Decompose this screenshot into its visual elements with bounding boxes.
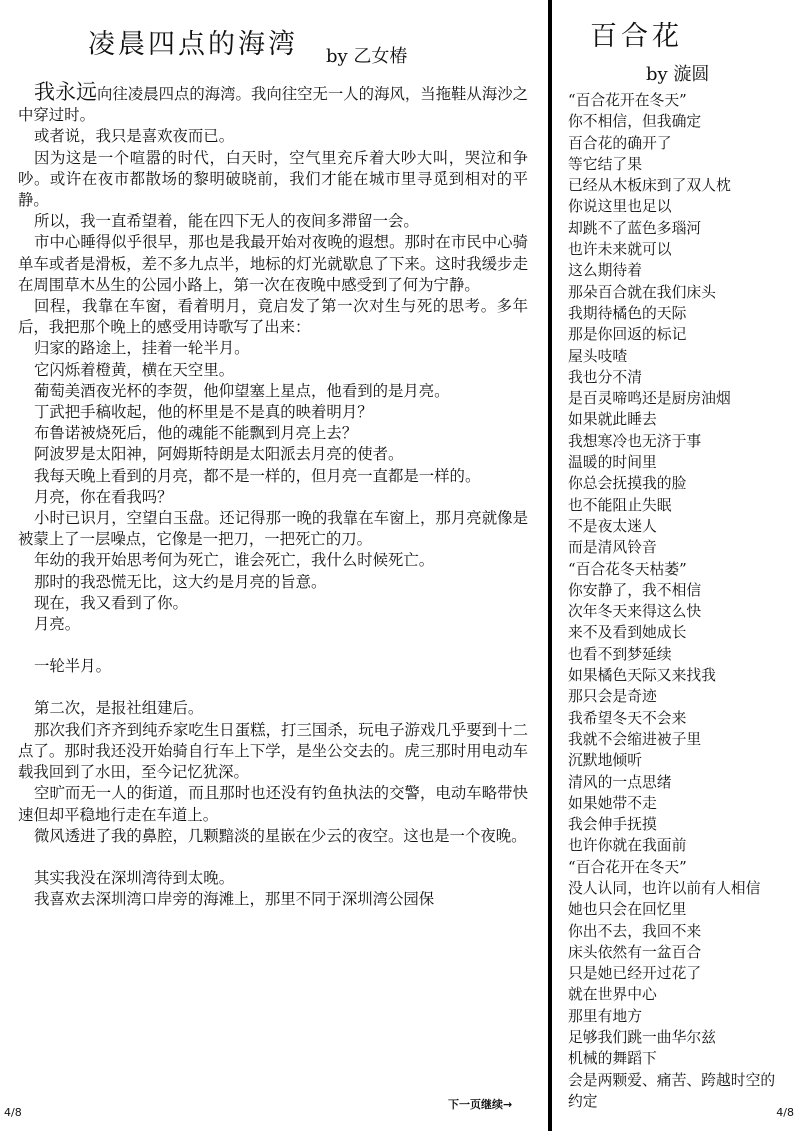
poem-line: 也看不到梦延续 <box>568 645 672 663</box>
poem-line: 没人认同，也许以前有人相信 <box>568 879 761 897</box>
poem-line: 床头依然有一盆百合 <box>568 943 702 961</box>
essay-title: 凌晨四点的海湾 <box>88 29 298 60</box>
column-divider <box>548 0 552 1131</box>
poem-line: 也许你就在我面前 <box>568 837 687 855</box>
poem-line: 那里有地方 <box>568 1007 642 1025</box>
poem-line: 我会伸手抚摸 <box>568 816 657 834</box>
essay-paragraph: 空旷而无一人的街道，而且那时也还没有钓鱼执法的交警，电动车略带快速但却平稳地行走在车道上。 <box>18 784 528 824</box>
essay-paragraph: 因为这是一个喧嚣的时代，白天时，空气里充斥着大吵大叫，哭泣和争吵。或许在夜市都散场的黎明破晓前，我们才能在城市里寻觅到相对的平静。 <box>18 148 528 210</box>
poem-line: 你总会抚摸我的脸 <box>568 475 687 493</box>
poem-line: 清风的一点思绪 <box>568 773 672 791</box>
poem-line: 你出不去，我回不来 <box>568 922 702 940</box>
poem-line: 你不相信，但我确定 <box>568 113 702 131</box>
essay-paragraph: 所以，我一直希望着，能在四下无人的夜间多滞留一会。 <box>34 212 419 231</box>
poem-line: 那朵百合就在我们床头 <box>568 283 716 301</box>
poem-line: 来不及看到她成长 <box>568 624 687 642</box>
poem-line: 我希望冬天不会来 <box>568 709 687 727</box>
poem-line: 沉默地倾听 <box>568 752 642 770</box>
poem-line: 百合花的确开了 <box>568 134 672 152</box>
poem-line: 如果她带不走 <box>568 794 657 812</box>
essay-paragraph: 月亮，你在看我吗？ <box>34 487 173 506</box>
essay-paragraph: 第二次，是报社组建后。 <box>34 699 204 718</box>
essay-paragraph: 我每天晚上看到的月亮，都不是一样的，但月亮一直都是一样的。 <box>34 466 481 485</box>
poem-line: 也许未来就可以 <box>568 241 672 259</box>
poem-line: 机械的舞蹈下 <box>568 1050 657 1068</box>
essay-paragraph: 市中心睡得似乎很早，那也是我最开始对夜晚的遐想。那时在市民中心骑单车或者是滑板，差不多九点半，地标的灯光就歇息了下来。这时我缓步走在周围草木丛生的公园小路上，第一次在夜晚中感受到了何为宁静。 <box>18 233 528 294</box>
poem-line: 次年冬天来得这么快 <box>568 603 702 621</box>
poem-line: 已经从木板床到了双人枕 <box>568 177 731 195</box>
poem-line: “百合花开在冬天” <box>568 858 687 876</box>
essay-paragraph: 阿波罗是太阳神，阿姆斯特朗是太阳派去月亮的使者。 <box>34 445 404 464</box>
poem-line: 我想寒冷也无济于事 <box>568 432 702 450</box>
essay-author: by 乙女椿 <box>326 46 408 67</box>
essay-paragraph: 布鲁诺被烧死后，他的魂能不能飘到月亮上去？ <box>34 424 358 443</box>
poem-line: 却跳不了蓝色多瑙河 <box>568 219 702 237</box>
poem-line: 是百灵啼鸣还是厨房油烟 <box>568 390 731 408</box>
poem-line: 你安静了，我不相信 <box>568 581 702 599</box>
paragraph-gap <box>18 847 528 868</box>
poem-line: 我期待橘色的天际 <box>568 304 687 322</box>
poem-line: 足够我们跳一曲华尔兹 <box>568 1029 716 1047</box>
poem-line: 屋头吱喳 <box>568 347 628 365</box>
essay-paragraph: 归家的路途上，挂着一轮半月。 <box>34 339 250 358</box>
poem-line: 我就不会缩进被子里 <box>568 730 702 748</box>
poem-line: “百合花冬天枯萎” <box>568 560 687 578</box>
essay-column <box>18 18 528 1098</box>
essay-paragraph: 那次我们齐齐到纯乔家吃生日蛋糕，打三国杀，玩电子游戏几乎要到十二点了。那时我还没开始骑自行车上下学，是坐公交去的。虎三那时用电动车载我回到了水田，至今记忆犹深。 <box>18 720 528 782</box>
essay-paragraph: 月亮。 <box>34 615 81 634</box>
essay-paragraph-text: 向往凌晨四点的海湾。我向往空无一人的海风，当拖鞋从海沙之中穿过时。 <box>18 85 528 125</box>
poem-line: 温暖的时间里 <box>568 454 657 472</box>
poem-line: 就在世界中心 <box>568 986 657 1004</box>
essay-paragraph <box>18 82 528 126</box>
essay-paragraph: 年幼的我开始思考何为死亡，谁会死亡，我什么时候死亡。 <box>34 551 435 570</box>
essay-paragraph: 葡萄美酒夜光杯的李贺，他仰望塞上星点，他看到的是月亮。 <box>34 381 450 400</box>
poem-body <box>568 90 788 1112</box>
poem-line: 那只会是奇迹 <box>568 688 657 706</box>
essay-paragraph: 一轮半月。 <box>34 657 111 676</box>
essay-paragraph: 现在，我又看到了你。 <box>34 593 188 612</box>
poem-line: 如果就此睡去 <box>568 411 657 429</box>
paragraph-gap <box>18 635 528 656</box>
essay-paragraph: 它闪烁着橙黄，横在天空里。 <box>34 360 235 379</box>
paragraph-gap <box>18 677 528 698</box>
poem-line: 而是清风铃音 <box>568 539 657 557</box>
essay-paragraph: 或者说，我只是喜欢夜而已。 <box>34 127 235 146</box>
poem-line: 你说这里也足以 <box>568 198 672 216</box>
essay-header <box>18 18 528 82</box>
poem-line: “百合花开在冬天” <box>568 92 687 109</box>
page-number-left: 4/8 <box>4 1106 22 1119</box>
essay-body <box>18 82 528 910</box>
essay-paragraph: 小时已识月，空望白玉盘。还记得那一晚的我靠在车窗上，那月亮就像是被蒙上了一层噪点，它像是一把刀，一把死亡的刀。 <box>18 509 528 549</box>
poem-line: 她也只会在回忆里 <box>568 901 687 919</box>
poem-line: 也不能阻止失眠 <box>568 496 672 514</box>
poem-line: 等它结了果 <box>568 155 642 173</box>
poem-line: 这么期待着 <box>568 262 642 280</box>
poem-author: by 漩圆 <box>646 64 710 85</box>
essay-paragraph: 那时的我恐慌无比，这大约是月亮的旨意。 <box>34 572 327 591</box>
poem-column <box>568 18 788 1118</box>
essay-paragraph: 回程，我靠在车窗，看着明月，竟启发了第一次对生与死的思考。多年后，我把那个晚上的感受用诗歌写了出来： <box>18 297 528 337</box>
poem-line: 如果橘色天际又来找我 <box>568 667 716 685</box>
essay-paragraph: 其实我没在深圳湾待到太晚。 <box>34 868 235 887</box>
continue-next-page-link[interactable]: 下一页继续→ <box>448 1098 513 1111</box>
page-number-right: 4/8 <box>776 1106 794 1119</box>
poem-line: 会是两颗爱、痛苦、跨越时空的约定 <box>568 1071 776 1110</box>
essay-paragraph: 微风透进了我的鼻腔，几颗黯淡的星嵌在少云的夜空。这也是一个夜晚。 <box>34 826 527 845</box>
poem-line: 不是夜太迷人 <box>568 517 657 535</box>
poem-line: 那是你回返的标记 <box>568 326 687 344</box>
essay-paragraph: 丁武把手稿收起，他的杯里是不是真的映着明月？ <box>34 403 373 422</box>
poem-title: 百合花 <box>590 21 683 52</box>
essay-paragraph: 我喜欢去深圳湾口岸旁的海滩上，那里不同于深圳湾公园保 <box>34 890 435 909</box>
poem-line: 我也分不清 <box>568 368 642 386</box>
essay-dropcap: 我永远 <box>34 80 98 104</box>
poem-line: 只是她已经开过花了 <box>568 965 702 983</box>
